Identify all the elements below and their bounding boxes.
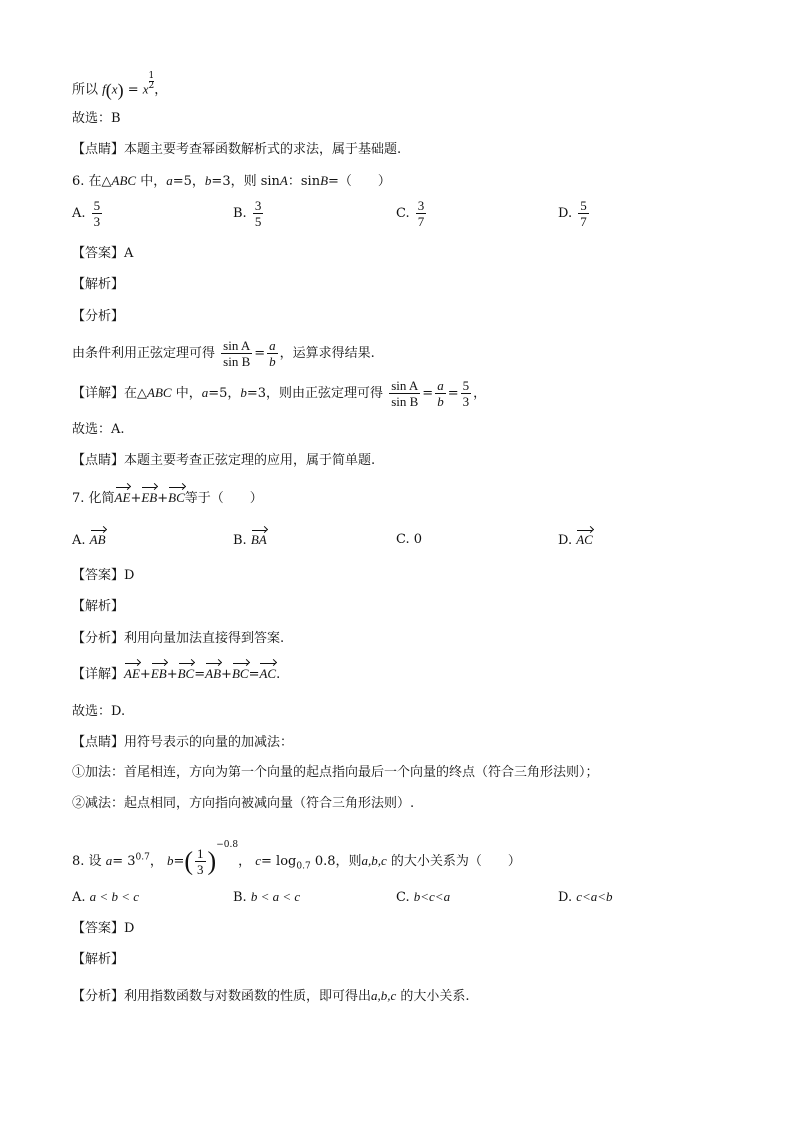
option-text: b<c<a [413,889,451,904]
vector: EB [150,666,167,681]
numerator: 5 [462,378,470,393]
q8-option-c [396,889,450,905]
q8-answer: 【答案】D [72,921,135,936]
exponent: 0.7 [135,852,150,863]
math: b [166,853,174,868]
text: 的大小关系为（ ） [386,854,521,869]
math-x: x [111,81,118,97]
option-letter: A. [72,533,86,548]
q6-xiangjie: 【详解】在△ABC 中，a=5，b=3，则由正弦定理可得 $\frac{\text{sin A}}{\text{sin B}}$ = $\frac{a}{b}$ = $\frac{5}{3}$ ， [72,378,487,409]
option-text: c<a<b [576,889,613,904]
equals: = [254,346,266,361]
fraction [435,378,446,409]
math: b [204,173,212,188]
q7-jiexi: 【解析】 [72,599,125,614]
q6-option-a [72,198,104,229]
math: a [201,385,209,400]
math: a [105,853,113,868]
text: =5， [208,386,241,401]
text: =5， [172,174,205,189]
denominator: sin B [391,394,419,409]
denominator: 3 [197,862,204,877]
option-letter: D. [558,890,573,905]
q8-option-d [558,889,613,905]
fraction [267,338,278,369]
q7-comment: 【点睛】用符号表示的向量的加减法： [72,735,294,750]
exponent: −0.8 [216,840,239,850]
numerator: 5 [93,198,101,213]
text: 0.8，则 [310,854,362,869]
option-letter: B. [233,890,247,905]
numerator: 3 [417,198,425,213]
q6-option-d [558,198,591,229]
numerator: 5 [580,198,587,213]
question-6 [72,172,391,191]
text: 【分析】利用指数函数与对数函数的性质，即可得出 [72,989,372,1004]
vector: AB [205,666,222,681]
denominator: 5 [254,214,262,229]
subscript: 0.7 [296,861,311,872]
denominator: b [437,394,444,409]
denominator: 3 [93,214,101,229]
answer-line-f [72,72,167,99]
paren: ) [117,79,124,100]
option-letter: D. [558,533,573,548]
numerator: a [269,338,276,353]
vector-AE: AE [114,490,131,505]
q7-option-c: C. 0 [396,532,423,547]
q7-option-a [72,532,106,548]
fraction [92,198,103,229]
q7-select: 故选：D. [72,704,126,719]
numerator: a [437,378,444,393]
fraction [389,378,420,409]
denominator: b [269,354,276,369]
text: 所以 [72,82,99,98]
option-letter: A. [72,206,86,221]
paren: ( [184,846,194,876]
choice-line: 故选：B [72,111,121,126]
option-letter: B. [233,206,247,221]
q8-option-a [72,889,139,905]
q6-comment: 【点睛】本题主要考查正弦定理的应用，属于简单题. [72,453,376,468]
text: =3，则 sin [211,174,280,189]
vector: AC [576,532,593,547]
q7-option-d [558,532,593,548]
text: 中， [171,386,202,401]
q7-xiangjie: 【详解】AE+EB+BC=AB+BC=AC. [72,666,281,682]
option-text: a < b < c [89,889,139,904]
option-letter: D. [558,206,573,221]
numerator: sin A [223,338,251,353]
vector: BA [250,532,267,547]
q6-answer: 【答案】A [72,246,134,261]
text: 等于（ ） [184,491,263,506]
text: 由条件利用正弦定理可得 [72,346,216,361]
text: 8. 设 [72,854,102,869]
math: a,b,c [371,988,397,1003]
option-letter: C. [396,890,410,905]
vector: BC [177,666,195,681]
q6-jiexi: 【解析】 [72,277,125,292]
text: = log [261,854,297,869]
vector: AE [124,666,140,681]
text: ， [149,854,163,869]
math: a [166,173,173,188]
text: =（ ） [328,174,391,189]
q7-add-rule: ①加法：首尾相连，方向为第一个向量的起点指向最后一个向量的终点（符合三角形法则）； [72,765,599,780]
denominator: 7 [417,214,425,229]
q7-sub-rule: ②减法：起点相同，方向指向被减向量（符合三角形法则）. [72,796,415,811]
text: ， [473,386,487,401]
exp-den: 2 [148,81,155,91]
question-7: 7. 化简AE+EB+BC等于（ ） [72,490,263,506]
option-text: b < a < c [250,889,301,904]
text: 中， [136,174,167,189]
text: 6. 在△ [72,174,112,189]
q7-option-b [233,532,267,548]
denominator: sin B [223,354,251,369]
exp-num: 1 [148,71,155,81]
vector: AB [89,532,106,547]
q6-option-b [233,198,265,229]
comment-line: 【点睛】本题主要考查幂函数解析式的求法，属于基础题. [72,142,402,157]
numerator: 1 [197,846,204,861]
option-letter: B. [233,533,247,548]
math-base: x [142,81,149,97]
fraction [461,378,472,409]
vector-EB: EB [141,490,158,505]
math: A [279,173,288,188]
paren: ( [105,79,112,100]
q6-select: 故选：A. [72,422,125,437]
numerator: sin A [391,378,419,393]
fraction [221,338,252,369]
q8-fenxi [72,987,470,1006]
q6-fenxi-line [72,338,375,369]
text: = 3 [112,854,136,869]
math: ABC [111,173,137,188]
q7-fenxi: 【分析】利用向量加法直接得到答案. [72,631,285,646]
math: ABC [147,385,172,400]
fraction [253,198,264,229]
vector-BC: BC [168,490,185,505]
numerator: 3 [254,198,262,213]
text: ：sin [287,174,321,189]
text: ， [238,854,252,869]
punct: ， [154,82,168,98]
fraction [416,198,427,229]
fraction [195,846,206,877]
denominator: 7 [580,214,587,229]
fraction [578,198,589,229]
q8-option-b [233,889,300,905]
q6-fenxi: 【分析】 [72,309,125,324]
q7-answer: 【答案】D [72,568,135,583]
q8-jiexi: 【解析】 [72,952,125,967]
option-letter: C. [396,206,410,221]
text: 【详解】 [72,667,125,682]
vector: AC [259,666,277,681]
denominator: 3 [462,394,470,409]
text: ，运算求得结果. [279,346,375,361]
math-f: f [102,81,106,97]
math: b [240,385,247,400]
q6-option-c [396,198,428,229]
math: c [255,853,262,868]
option-letter: A. [72,890,86,905]
question-8 [72,836,521,877]
text: 的大小关系. [396,989,470,1004]
text: =3，则由正弦定理可得 [246,386,384,401]
math: a,b,c [361,853,387,868]
vector: BC [231,666,249,681]
math: B [320,173,329,188]
text: 【详解】在△ [72,386,147,401]
text: = [173,854,185,869]
text: 7. 化简 [72,491,115,506]
paren: ) [207,846,217,876]
equals: = [127,82,139,98]
